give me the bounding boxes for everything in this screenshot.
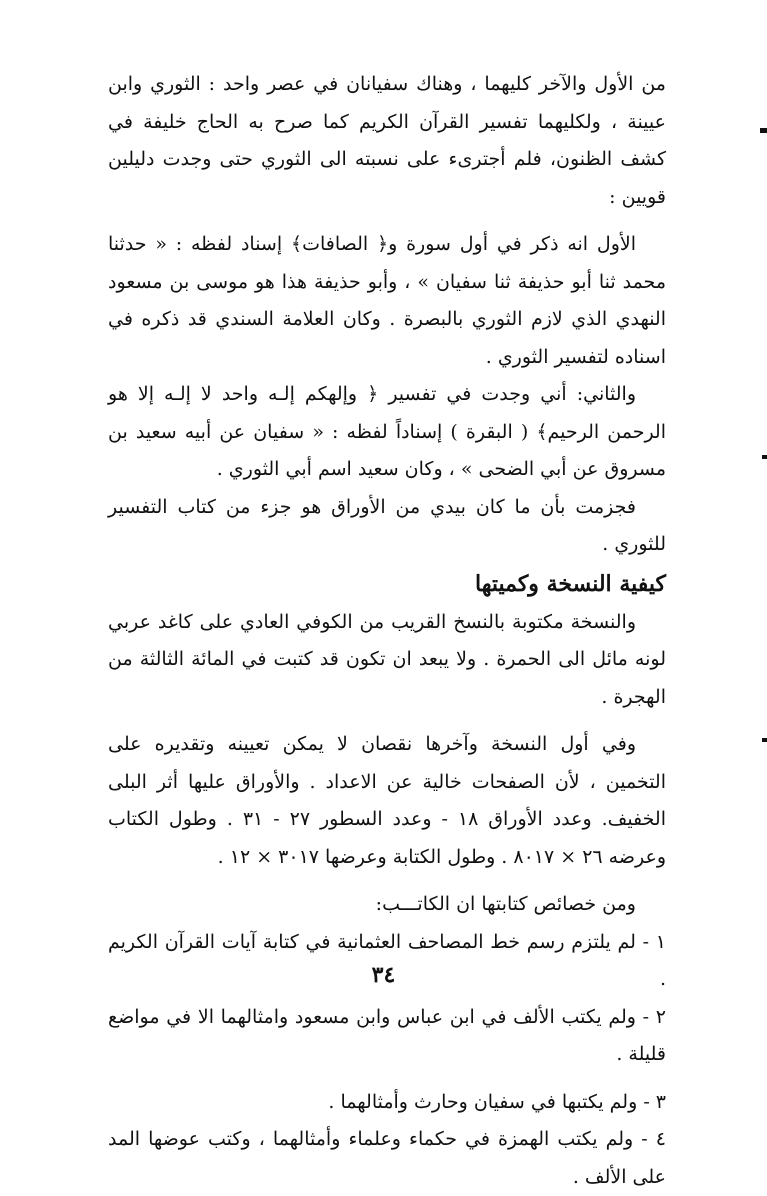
spacer: [108, 216, 666, 226]
scan-edge-mark-middle: [762, 455, 767, 459]
page-number: ٣٤: [371, 962, 396, 988]
paragraph-intro: من الأول والآخر كليهما ، وهناك سفيانان في عصر واحد : الثوري وابن عيينة ، ولكليهما تفسير القرآن الكريم كما صرح به الحاج خليفة في كشف الظنون، فلم أجترىء على نسبته الى الثوري حتى وجدت دليلين قويين :: [108, 73, 666, 208]
paragraph-manuscript-dimensions: وفي أول النسخة وآخرها نقصان لا يمكن تعيينه وتقديره على التخمين ، لأن الصفحات خالية عن الاعداد . والأوراق عليها أثر البلى الخفيف. وعدد الأوراق ١٨ - وعدد السطور ٢٧ - ٣١ . وطول الكتاب وعرضه ٢٦ × ٨٠١٧ . وطول الكتابة وعرضها ٣٠١٧ × ١٢ .: [108, 733, 666, 868]
feature-item-4: ٤ - ولم يكتب الهمزة في حكماء وعلماء وأمثالهما ، وكتب عوضها المد على الألف .: [108, 1128, 666, 1188]
feature-item-1: ١ - لم يلتزم رسم خط المصاحف العثمانية في كتابة آيات القرآن الكريم .: [108, 930, 666, 990]
spacer: [108, 716, 666, 726]
features-intro: ومن خصائص كتابتها ان الكاتـــب:: [375, 893, 636, 915]
feature-item-3: ٣ - ولم يكتبها في سفيان وحارث وأمثالهما .: [328, 1090, 666, 1113]
scan-edge-mark-top: [760, 128, 767, 133]
paragraph-second-evidence: والثاني: أني وجدت في تفسير ﴿ وإلهكم إلـه واحد لا إلـه إلا هو الرحمن الرحيم﴾ ( البقرة ) إسناداً لفظه : « سفيان عن أبيه سعيد بن مسروق عن أبي الضحى » ، وكان سعيد اسم أبي الثوري .: [108, 383, 666, 480]
paragraph-script-description: والنسخة مكتوبة بالنسخ القريب من الكوفي العادي على كاغد عربي لونه مائل الى الحمرة . ولا يبعد ان تكون قد كتبت في المائة الثالثة من الهجرة .: [108, 610, 666, 708]
paragraph-conclusion: فجزمت بأن ما كان بيدي من الأوراق هو جزء من كتاب التفسير للثوري .: [108, 495, 666, 555]
scan-edge-mark-bottom: [762, 738, 767, 742]
feature-item-2: ٢ - ولم يكتب الألف في ابن عباس وابن مسعود وامثالهما الا في مواضع قليلة .: [108, 1005, 666, 1065]
spacer: [108, 876, 666, 886]
section-heading: كيفية النسخة وكميتها: [474, 570, 666, 597]
text-column: [108, 66, 666, 1196]
spacer: [108, 1074, 666, 1084]
paragraph-first-evidence: الأول انه ذكر في أول سورة و﴿ الصافات﴾ إسناد لفظه : « حدثنا محمد ثنا أبو حذيفة ثنا سفيان » ، وأبو حذيفة هذا هو موسى بن مسعود النهدي الذي لازم الثوري بالبصرة . وكان العلامة السندي قد ذكره في اسناده لتفسير الثوري .: [108, 233, 666, 368]
